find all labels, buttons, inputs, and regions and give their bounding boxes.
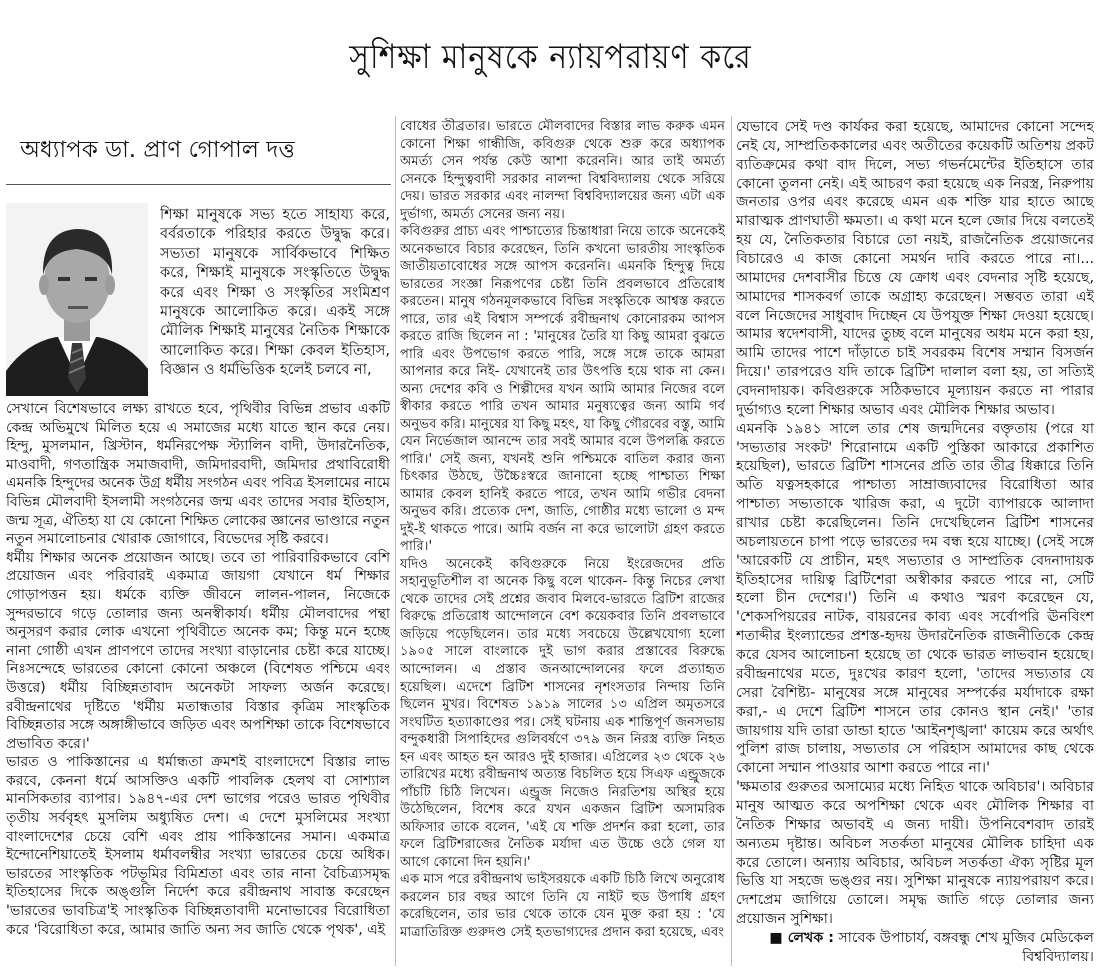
article-column-3 [736,118,1094,970]
column-divider [731,116,732,966]
headline: সুশিক্ষা মানুষকে ন্যায়পরায়ণ করে [349,37,752,78]
paragraph: যেভাবে সেই দণ্ড কার্যকর করা হয়েছে, আমাদের কোনো সন্দেহ নেই যে, সাম্প্রতিককালের এবং অতীতের কয়েকটি অতিশয় প্রকট ব্যতিক্রমের কথা বাদ দিলে, সভ্য গভর্নমেন্টের ইতিহাসে তার কোনো তুলনা নেই। এই আচরণ করা হয়েছে এক নিরস্ত্র, নিরুপায় জনতার ওপর এবং করেছে এমন এক শক্তি যার হাতে আছে মারাত্মক প্রাণঘাতী ক্ষমতা। এ কথা মনে হলে জোর দিয়ে বলতেই হয় যে, নৈতিকতার বিচারে তো নয়ই, রাজনৈতিক প্রয়োজনের বিচারেও এ কাজ কোনো সমর্থন দাবি করতে পারে না।... আমাদের দেশবাসীর চিত্তে যে ক্রোধ এবং বেদনার সৃষ্টি হয়েছে, আমাদের শাসকবর্গ তাকে অগ্রাহ্য করেছেন। সম্ভবত তারা এই বলে নিজেদের সাধুবাদ দিচ্ছেন যে উপযুক্ত শিক্ষা দেওয়া হয়েছে। আমার স্বদেশবাসী, যাদের তুচ্ছ বলে মানুষের অধম মনে করা হয়, আমি তাদের পাশে দাঁড়াতে চাই সবরকম বিশেষ সম্মান বিসর্জন দিয়ে।' তারপরেও যদি তাকে ব্রিটিশ দালাল বলা হয়, তা সত্যিই বেদনাদায়ক। কবিগুরুকে সঠিকভাবে মূল্যায়ন করতে না পারার দুর্ভাগ্যও হলো শিক্ষার অভাব এবং মৌলিক শিক্ষার অভাব। [736,119,1094,418]
paragraph: কবিগুরুর প্রাচ্য এবং পাশ্চাত্যের চিন্তাধারা নিয়ে তাকে অনেকেই অনেকভাবে বিচার করেছেন, তিনি কখনো ভারতীয় সাংস্কৃতিক জাতীয়তাবোধের সঙ্গে আপস করেননি। এমনকি হিন্দুত্ব দিয়ে ভারতের সংজ্ঞা নিরূপণের চেষ্টা তিনি প্রবলভাবে প্রতিরোধ করতেন। মানুষ গঠনমূলকভাবে বিভিন্ন সংস্কৃতিকে আশ্বস্ত করতে পারে, তার এই বিশ্বাস সম্পর্কে রবীন্দ্রনাথ কোনোরকম আপস করতে রাজি ছিলেন না : 'মানুষের তৈরি যা কিছু আমরা বুঝতে পারি এবং উপভোগ করতে পারি, সঙ্গে সঙ্গে তাকে আমরা আপনার করে নিই- যেখানেই তার উৎপত্তি হয়ে থাক না কেন। অন্য দেশের কবি ও শিল্পীদের যখন আমি আমার নিজের বলে স্বীকার করতে পারি তখন আমার মনুষ্যত্বের জন্য আমি গর্ব অনুভব করি। মানুষের যা কিছু মহৎ, যা কিছু গৌরবের বস্তু, আমি যেন নির্ভেজাল আনন্দে তার সবই আমার বলে উপলব্ধি করতে পারি।' সেই জন্য, যখনই শুনি পশ্চিমকে বাতিল করার জন্য চিৎকার উঠছে, উচ্চৈঃস্বরে জানানো হচ্ছে পাশ্চাত্য শিক্ষা আমার কেবল হানিই করতে পারে, তখন আমি গভীর বেদনা অনুভব করি। প্রত্যেক দেশ, জাতি, গোষ্ঠীর মধ্যে ভালো ও মন্দ দুই-ই থাকতে পারে। আমি বর্জন না করে ভালোটা গ্রহণ করতে পারি।' [400,224,725,555]
paragraph: সেখানে বিশেষভাবে লক্ষ্য রাখতে হবে, পৃথিবীর বিভিন্ন প্রভাব একটি কেন্দ্র অভিমুখে মিলিত হয়ে এ সমাজের মধ্যে যাতে স্থান করে নেয়। হিন্দু, মুসলমান, খ্রিস্টান, ধর্মনিরপেক্ষ স্ট্যালিন বাদী, উদারনৈতিক, মাওবাদী, গণতান্ত্রিক সমাজবাদী, জমিদারবাদী, জমিদার প্রথাবিরোধী এমনকি হিন্দুদের অনেক উগ্র ধর্মীয় সংগঠন এবং পবিত্র ইসলামের নামে বিভিন্ন মৌলবাদী ইসলামী সংগঠনের জন্ম এবং তাদের সবার ইতিহাস, জন্ম সূত্র, ঐতিহ্য যা যে কোনো শিক্ষিত লোকের জ্ঞানের ভাণ্ডারে নতুন নতুন সমালোচনার খোরাক জোগাবে, বিভেদের সৃষ্টি করবে। [6,401,390,548]
author-credit-label: ■ লেখক : [769,929,834,946]
byline-divider [6,184,391,185]
article-column-1 [6,400,390,970]
author-credit-text: সাবেক উপাচার্য, বঙ্গবন্ধু শেখ মুজিব মেডিকেল বিশ্ববিদ্যালয়। [838,929,1094,965]
byline: অধ্যাপক ডা. প্রাণ গোপাল দত্ত [20,137,295,163]
article-column-2 [400,118,725,970]
author-credit [736,929,1094,967]
author-photo [6,203,148,396]
paragraph: যদিও অনেকেই কবিগুরুকে নিয়ে ইংরেজদের প্রতি সহানুভূতিশীল বা অনেক কিছু বলে থাকেন- কিন্তু নিচের লেখা থেকে তাদের সেই প্রশ্নের জবাব মিলবে-ভারতে ব্রিটিশ রাজের বিরুদ্ধে প্রতিরোধ আন্দোলনে বেশ কয়েকবার তিনি প্রবলভাবে জড়িয়ে পড়েছিলেন। তার মধ্যে সবচেয়ে উল্লেখযোগ্য হলো ১৯০৫ সালে বাংলাকে দুই ভাগ করার প্রস্তাবের বিরুদ্ধে আন্দোলন। এ প্রস্তাব জনআন্দোলনের ফলে প্রত্যাহৃত হয়েছিল। এদেশে ব্রিটিশ শাসনের নৃশংসতার নিন্দায় তিনি ছিলেন মুখর। বিশেষত ১৯১৯ সালের ১৩ এপ্রিল অমৃতসরে সংঘটিত হত্যাকাণ্ডের পর। সেই ঘটনায় এক শান্তিপূর্ণ জনসভায় বন্দুকধারী সিপাহিদের গুলিবর্ষণে ৩৭৯ জন নিরস্ত্র ব্যক্তি নিহত হন এবং আহত হন আরও দুই হাজার। এপ্রিলের ২৩ থেকে ২৬ তারিখের মধ্যে রবীন্দ্রনাথ অত্যন্ত বিচলিত হয়ে সিএফ এন্ড্রুজকে পাঁচটি চিঠি লিখেন। এন্ড্রুজ নিজেও নিরতিশয় অস্থির হয়ে উঠেছিলেন, বিশেষ করে যখন একজন ব্রিটিশ অসামরিক অফিসার তাকে বলেন, 'এই যে শক্তি প্রদর্শন করা হলো, তার ফলে ব্রিটিশরাজের নৈতিক মর্যাদা এত উচ্চে ওঠে গেল যা আগে কোনো দিন হয়নি।' [400,556,725,870]
paragraph: 'ক্ষমতার গুরুতর অসাম্যের মধ্যে নিহিত থাকে অবিচার'। অবিচার মানুষ আত্মত করে অপশিক্ষা থেকে এবং মৌলিক শিক্ষার বা নৈতিক শিক্ষার অভাবই এ জন্য দায়ী। উপনিবেশবাদ তারই অন্যতম দৃষ্টান্ত। অবিচল সতর্কতা মানুষের মৌলিক চাহিদা এক করে তোলে। অন্যায় অবিচার, অবিচল সতর্কতা ঐক্য সৃষ্টির মূল ভিত্তি যা সহজে ভঙ্গুর নয়। সুশিক্ষা মানুষকে ন্যায়পরায়ণ করে। দেশপ্রেম জাগিয়ে তোলে। সমৃদ্ধ জাতি গড়ে তোলার জন্য প্রয়োজন সুশিক্ষা। [736,779,1094,928]
paragraph: এমনকি ১৯৪১ সালে তার শেষ জন্মদিনের বক্তৃতায় (পরে যা 'সভ্যতার সংকট' শিরোনামে একটি পুস্তিকা আকারে প্রকাশিত হয়েছিল), ভারতে ব্রিটিশ শাসনের প্রতি তার তীব্র ধিক্কারে তিনি অতি যত্নসহকারে পাশ্চাত্য সাম্রাজ্যবাদের বিরোধিতা আর পাশ্চাত্য সভ্যতাকে খারিজ করা, এ দুটো ব্যাপারকে আলাদা রাখার চেষ্টা করেছিলেন। তিনি দেখেছিলেন ব্রিটিশ শাসনের অচলায়তনে চাপা পড়ে ভারতের দম বন্ধ হয়ে যাচ্ছে। (সেই সঙ্গে 'আরেকটি যে প্রাচীন, মহৎ সভ্যতার ও সাম্প্রতিক বেদনাদায়ক ইতিহাসের দায়িত্ব ব্রিটিশেরা অস্বীকার করতে পারে না, সেটি হলো চীন দেশের।') তিনি এ কথাও স্মরণ করেছেন যে, 'শেকসপিয়রের নাটক, বায়রনের কাব্য এবং সর্বোপরি ঊনবিংশ শতাব্দীর ইংল্যান্ডের প্রশস্ত-হৃদয় উদারনৈতিক রাজনীতিকে কেন্দ্র করে যেসব আলোচনা হয়েছে তা থেকে ভারত লাভবান হয়েছে। রবীন্দ্রনাথের মতে, দুঃখের কারণ হলো, 'তাদের সভ্যতার যে সেরা বৈশিষ্ট্য- মানুষের সঙ্গে মানুষের সম্পর্কের মর্যাদাকে রক্ষা করা,- এ দেশে ব্রিটিশ শাসনে তার কোনও স্থান নেই।' 'তার জায়গায় যদি তারা ডান্ডা হাতে 'আইনশৃঙ্খলা' কায়েম করে অর্থাৎ পুলিশ রাজ চালায়, সভ্যতার সে পরিহাস আমাদের কাছ থেকে কোনো সম্মান পাওয়ার আশা করতে পারে না।' [736,420,1094,777]
author-portrait-image [6,203,148,396]
paragraph: বোধের তীব্রতার। ভারতে মৌলবাদের বিস্তার লাভ করুক এমন কোনো শিক্ষা গান্ধীজি, কবিগুরু থেকে শুরু করে অধ্যাপক অমর্ত্য সেন পর্যন্ত কেউ আশা করেননি। আর তাই অমর্ত্য সেনকে হিন্দুত্ববাদী সরকার নালন্দা বিশ্ববিদ্যালয় থেকে সরিয়ে দেয়। ভারত সরকার এবং নালন্দা বিশ্ববিদ্যালয়ের জন্য এটা এক দুর্ভাগ্য, অমর্ত্য সেনের জন্য নয়। [400,119,725,222]
paragraph: এক মাস পরে রবীন্দ্রনাথ ভাইসরয়কে একটি চিঠি লিখে অনুরোধ করলেন চার বছর আগে তিনি যে নাইট হুড উপাধি গ্রহণ করেছিলেন, তার ভার থেকে তাকে যেন মুক্ত করা হয় : 'যে মাত্রাতিরিক্ত গুরুদণ্ড সেই হতভাগ্যদের প্রদান করা হয়েছে, এবং [400,872,725,940]
article-intro-text: শিক্ষা মানুষকে সভ্য হতে সাহায্য করে, বর্বরতাকে পরিহার করতে উদ্বুদ্ধ করে। সভ্যতা মানুষকে সার্বিকভাবে শিক্ষিত করে, শিক্ষাই মানুষকে সংস্কৃতিতে উদ্বুদ্ধ করে এবং শিক্ষা ও সংস্কৃতির সংমিশ্রণ মানুষকে আলোকিত করে। একই সঙ্গে মৌলিক শিক্ষাই মানুষের নৈতিক শিক্ষাকে আলোকিত করে। শিক্ষা কেবল ইতিহাস, বিজ্ঞান ও ধর্মভিত্তিক হলেই চলবে না, [160,206,390,379]
paragraph: ধর্মীয় শিক্ষার অনেক প্রয়োজন আছে। তবে তা পারিবারিকভাবে বেশি প্রয়োজন এবং পরিবারই একমাত্র জায়গা যেখানে ধর্ম শিক্ষার গোড়াপত্তন হয়। ধর্মকে ব্যক্তি জীবনে লালন-পালন, নিজেকে সুন্দরভাবে গড়ে তোলার জন্য অনস্বীকার্য। ধর্মীয় মৌলবাদের পন্থা অনুসরণ করার লোক এখনো পৃথিবীতে অনেক কম; কিন্তু মনে হচ্ছে নানা গোষ্ঠী এখন প্রাণপণে তাদের সংখ্যা বাড়ানোর চেষ্টা করে যাচ্ছে। নিঃসন্দেহে ভারতের কোনো কোনো অঞ্চলে (বিশেষত পশ্চিমে এবং উত্তরে) ধর্মীয় বিচ্ছিন্নতাবাদ অনেকটা সাফল্য অর্জন করেছে। রবীন্দ্রনাথের দৃষ্টিতে 'ধর্মীয় মতান্ধতার বিস্তার কৃত্রিম সাংস্কৃতিক বিচ্ছিন্নতার সঙ্গে অঙ্গাঙ্গীভাবে জড়িত এবং অপশিক্ষা তাকে বিশেষভাবে প্রভাবিত করে।' [6,549,390,752]
paragraph: ভারত ও পাকিস্তানের এ ধর্মান্ধতা ক্রমশই বাংলাদেশে বিস্তার লাভ করবে, কেননা ধর্মে আসক্তিও একটি পাবলিক হেলথ বা সোশ্যাল মানসিকতার ব্যাপার। ১৯৪৭-এর দেশ ভাগের পরেও ভারত পৃথিবীর তৃতীয় সর্ববৃহৎ মুসলিম অধ্যুষিত দেশ। এ দেশে মুসলিমের সংখ্যা বাংলাদেশের চেয়ে বেশি এবং প্রায় পাকিস্তানের সমান। একমাত্র ইন্দোনেশিয়াতেই ইসলাম ধর্মাবলম্বীর সংখ্যা ভারতের চেয়ে অধিক। ভারতের সাংস্কৃতিক পটভূমির বিমিশ্রতা এবং তার নানা বৈচিত্র্যসমৃদ্ধ ইতিহাসের দিকে অঙ্গুলি নির্দেশ করে রবীন্দ্রনাথ সাবাস্ত করেছেন 'ভারতের ভাবচিত্র'ই সাংস্কৃতিক বিচ্ছিন্নতাবাদী মনোভাবের বিরোধিতা করে 'বিরোধিতা করে, আমার জাতি অন্য সব জাতি থেকে পৃথক', এই [6,754,390,938]
column-divider [395,116,396,966]
